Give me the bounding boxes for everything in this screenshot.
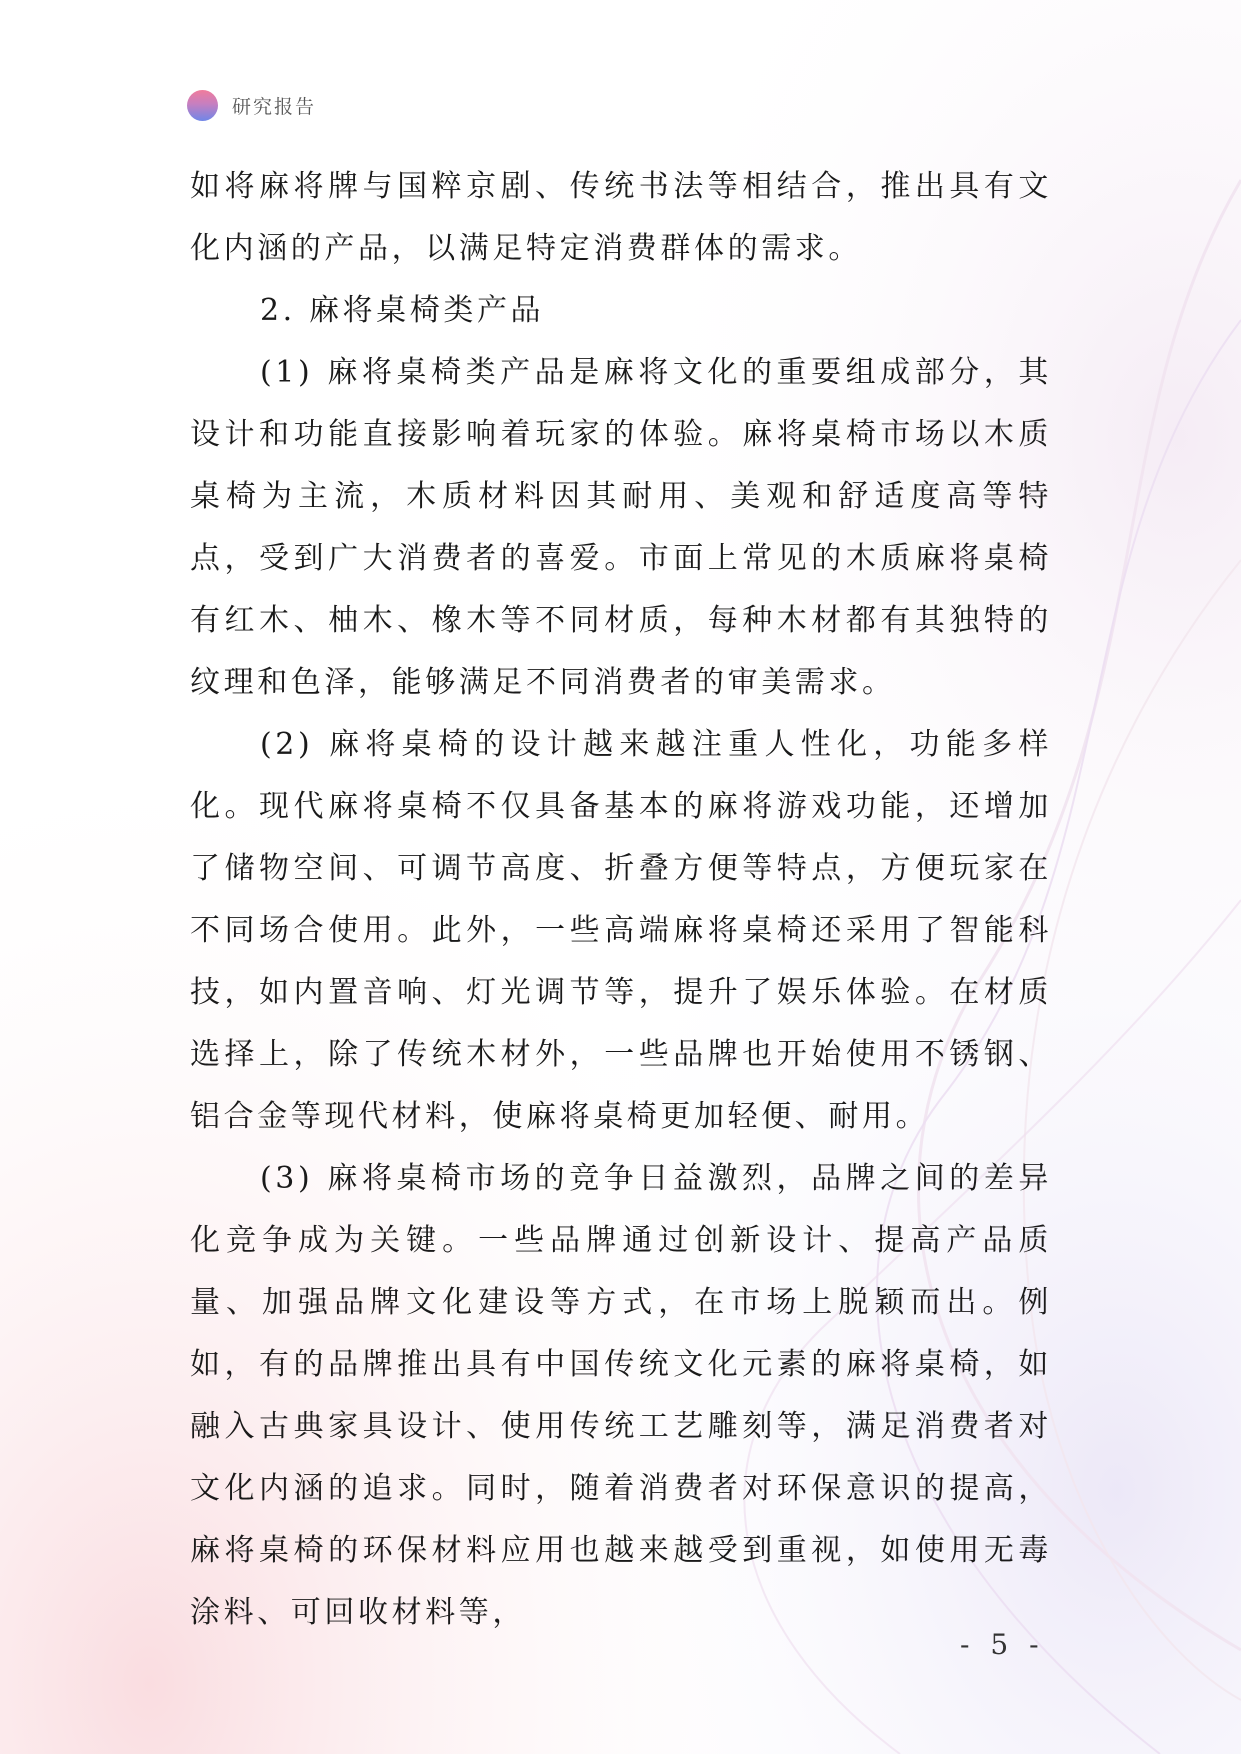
report-header xyxy=(187,88,316,122)
page-number: - 5 - xyxy=(960,1628,1045,1661)
section-heading: 2. 麻将桌椅类产品 xyxy=(260,293,545,328)
header-label: 研究报告 xyxy=(232,95,317,118)
paragraph-continuation: 如将麻将牌与国粹京剧、传统书法等相结合，推出具有文化内涵的产品，以满足特定消费群体的需求。 xyxy=(190,169,1052,266)
paragraph-item-2: (2) 麻将桌椅的设计越来越注重人性化，功能多样化。现代麻将桌椅不仅具备基本的麻将游戏功能，还增加了储物空间、可调节高度、折叠方便等特点，方便玩家在不同场合使用。此外，一些高端麻将桌椅还采用了智能科技，如内置音响、灯光调节等，提升了娱乐体验。在材质选择上，除了传统木材外，一些品牌也开始使用不锈钢、铝合金等现代材料，使麻将桌椅更加轻便、耐用。 xyxy=(190,727,1052,1134)
report-logo-icon xyxy=(187,90,218,121)
document-body xyxy=(190,156,1052,1644)
paragraph-item-3: (3) 麻将桌椅市场的竞争日益激烈，品牌之间的差异化竞争成为关键。一些品牌通过创新设计、提高产品质量、加强品牌文化建设等方式，在市场上脱颖而出。例如，有的品牌推出具有中国传统文化元素的麻将桌椅，如融入古典家具设计、使用传统工艺雕刻等，满足消费者对文化内涵的追求。同时，随着消费者对环保意识的提高，麻将桌椅的环保材料应用也越来越受到重视，如使用无毒涂料、可回收材料等， xyxy=(190,1161,1052,1630)
paragraph-item-1: (1) 麻将桌椅类产品是麻将文化的重要组成部分，其设计和功能直接影响着玩家的体验。麻将桌椅市场以木质桌椅为主流，木质材料因其耐用、美观和舒适度高等特点，受到广大消费者的喜爱。市面上常见的木质麻将桌椅有红木、柚木、橡木等不同材质，每种木材都有其独特的纹理和色泽，能够满足不同消费者的审美需求。 xyxy=(190,355,1052,700)
